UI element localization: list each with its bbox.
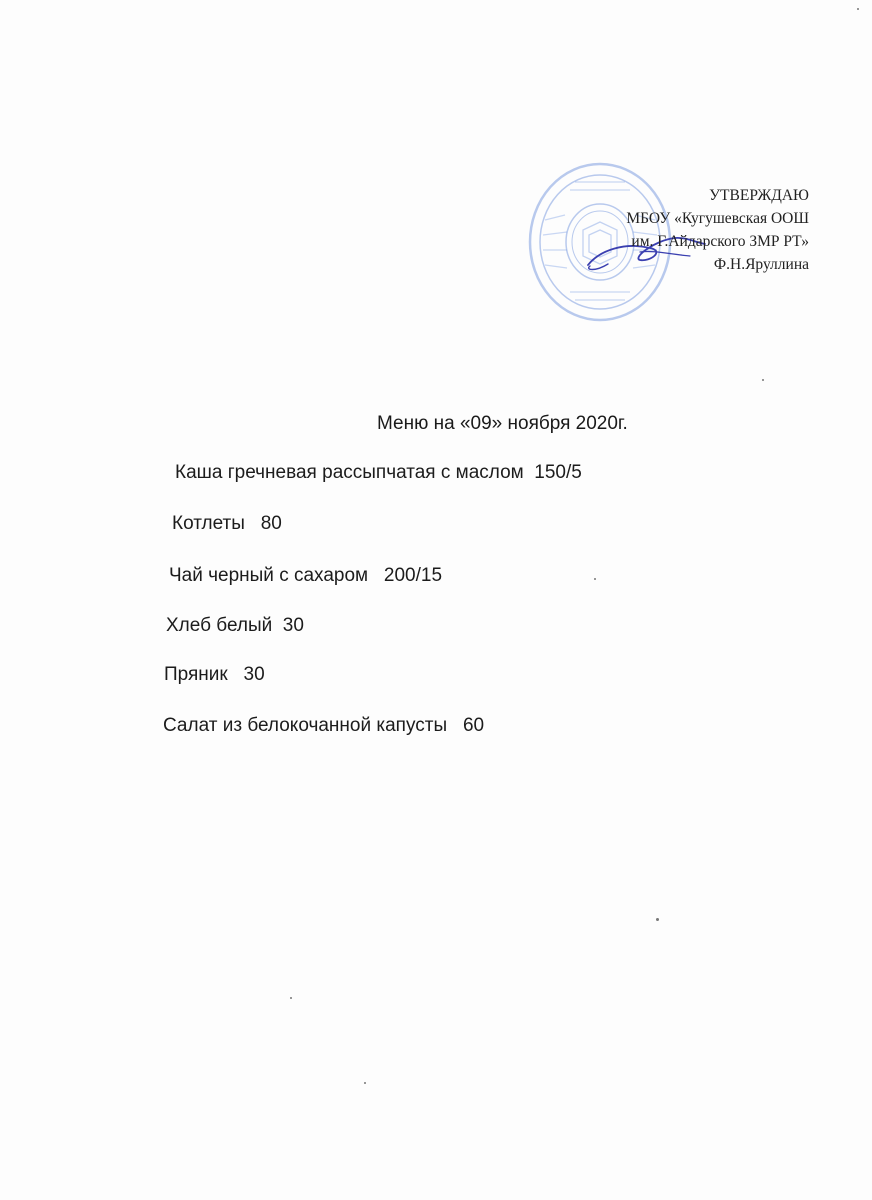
scan-speck bbox=[656, 918, 659, 921]
menu-item: Салат из белокочанной капусты 60 bbox=[163, 715, 485, 736]
approval-heading: УТВЕРЖДАЮ bbox=[709, 187, 809, 204]
approval-organization: МБОУ «Кугушевская ООШ bbox=[626, 210, 809, 227]
approval-signatory: Ф.Н.Яруллина bbox=[713, 256, 809, 273]
menu-item: Пряник 30 bbox=[164, 664, 265, 685]
approval-block bbox=[626, 184, 809, 276]
scan-speck bbox=[290, 997, 292, 999]
menu-item: Чай черный с сахаром 200/15 bbox=[169, 565, 443, 586]
scan-speck bbox=[594, 578, 596, 580]
scan-speck bbox=[364, 1082, 366, 1084]
menu-item: Каша гречневая рассыпчатая с маслом 150/5 bbox=[175, 462, 582, 483]
menu-item: Котлеты 80 bbox=[172, 513, 282, 534]
scan-speck bbox=[857, 8, 859, 10]
menu-title: Меню на «09» ноября 2020г. bbox=[377, 413, 628, 434]
scan-speck bbox=[762, 379, 764, 381]
approval-organization-name: им. Г.Айдарского ЗМР РТ» bbox=[631, 233, 809, 250]
menu-item: Хлеб белый 30 bbox=[166, 615, 304, 636]
